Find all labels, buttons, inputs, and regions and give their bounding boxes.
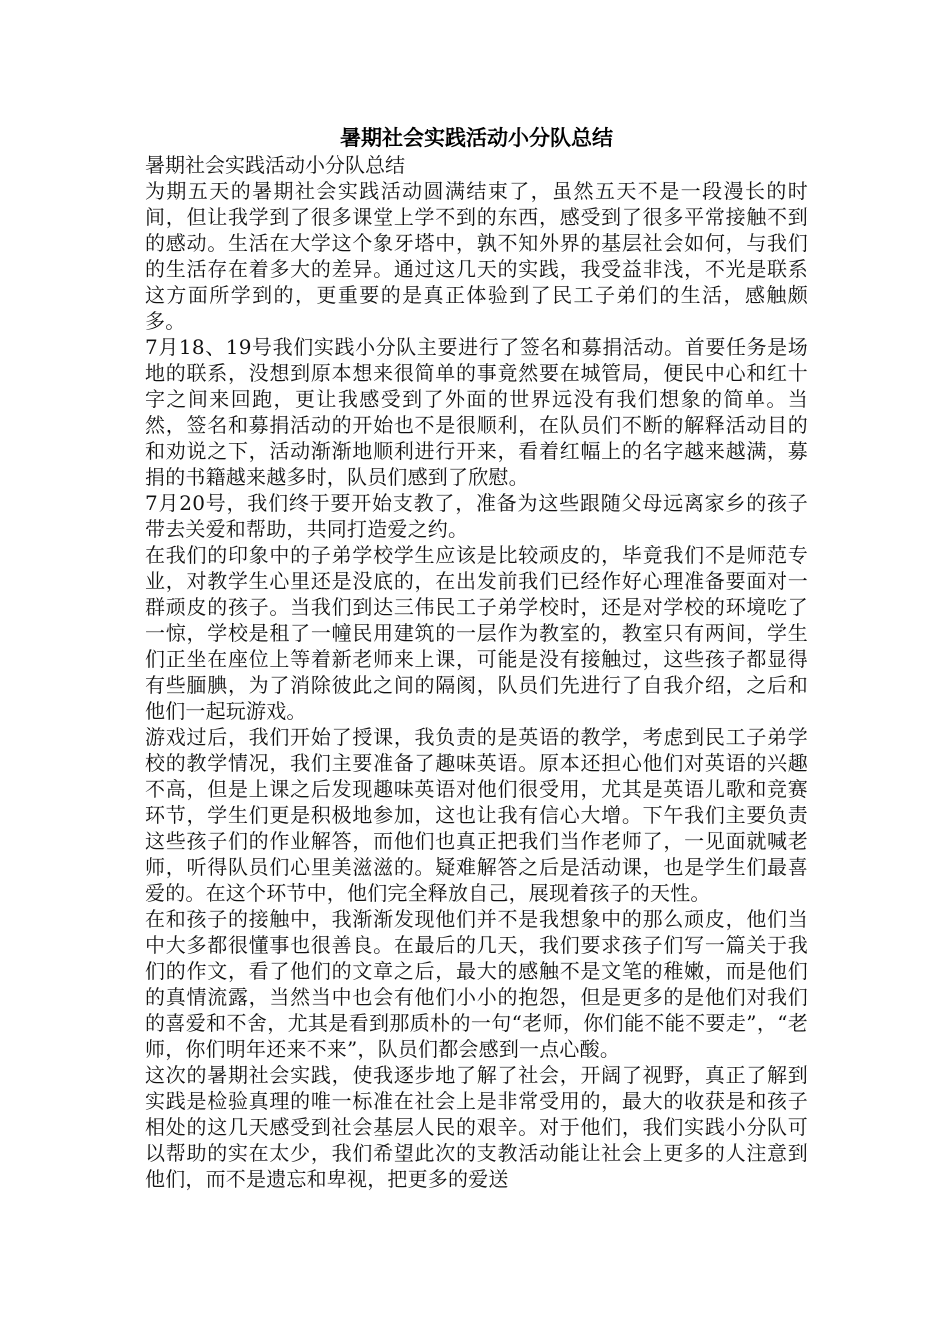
paragraph-conclusion: 这次的暑期社会实践，使我逐步地了解了社会，开阔了视野，真正了解到实践是检验真理的唯一标准在社会上是非常受用的，最大的收获是和孩子相处的这几天感受到社会基层人民的艰辛。对于他们，我们实践小分队可以帮助的实在太少，我们希望此次的支教活动能让社会上更多的人注意到他们，而不是遗忘和卑视，把更多的爱送 bbox=[145, 1063, 808, 1191]
document-body bbox=[145, 124, 808, 1192]
paragraph-first-impression: 在我们的印象中的子弟学校学生应该是比较顽皮的，毕竟我们不是师范专业，对教学生心里还是没底的，在出发前我们已经作好心理准备要面对一群顽皮的孩子。当我们到达三伟民工子弟学校时，还是对学校的环境吃了一惊，学校是租了一幢民用建筑的一层作为教室的，教室只有两间，学生们正坐在座位上等着新老师来上课，可能是没有接触过，这些孩子都显得有些腼腆，为了消除彼此之间的隔阂，队员们先进行了自我介绍，之后和他们一起玩游戏。 bbox=[145, 543, 808, 723]
paragraph-teaching-start: 7月20号，我们终于要开始支教了，准备为这些跟随父母远离家乡的孩子带去关爱和帮助，共同打造爱之约。 bbox=[145, 491, 808, 541]
paragraph-signature-donation: 7月18、19号我们实践小分队主要进行了签名和募捐活动。首要任务是场地的联系，没想到原本想来很简单的事竟然要在城管局，便民中心和红十字之间来回跑，更让我感受到了外面的世界远没有我们想象的简单。当然，签名和募捐活动的开始也不是很顺利，在队员们不断的解释活动目的和劝说之下，活动渐渐地顺利进行开来，看着红幅上的名字越来越满，募捐的书籍越来越多时，队员们感到了欣慰。 bbox=[145, 335, 808, 489]
paragraph-children: 在和孩子的接触中，我渐渐发现他们并不是我想象中的那么顽皮，他们当中大多都很懂事也很善良。在最后的几天，我们要求孩子们写一篇关于我们的作文，看了他们的文章之后，最大的感触不是文笔的稚嫩，而是他们的真情流露，当然当中也会有他们小小的抱怨，但是更多的是他们对我们的喜爱和不舍，尤其是看到那质朴的一句“老师，你们能不能不要走”，“老师，你们明年还来不来”，队员们都会感到一点心酸。 bbox=[145, 907, 808, 1061]
document-title: 暑期社会实践活动小分队总结 bbox=[340, 125, 613, 150]
paragraph-intro: 为期五天的暑期社会实践活动圆满结束了，虽然五天不是一段漫长的时间，但让我学到了很多课堂上学不到的东西，感受到了很多平常接触不到的感动。生活在大学这个象牙塔中，孰不知外界的基层社会如何，与我们的生活存在着多大的差异。通过这几天的实践，我受益非浅，不光是联系这方面所学到的，更重要的是真正体验到了民工子弟们的生活，感触颇多。 bbox=[145, 179, 808, 333]
document-subtitle: 暑期社会实践活动小分队总结 bbox=[145, 153, 405, 177]
paragraph-english-class: 游戏过后，我们开始了授课，我负责的是英语的教学，考虑到民工子弟学校的教学情况，我们主要准备了趣味英语。原本还担心他们对英语的兴趣不高，但是上课之后发现趣味英语对他们很受用，尤其是英语儿歌和竞赛环节，学生们更是积极地参加，这也让我有信心大增。下午我们主要负责这些孩子们的作业解答，而他们也真正把我们当作老师了，一见面就喊老师，听得队员们心里美滋滋的。疑难解答之后是活动课，也是学生们最喜爱的。在这个环节中，他们完全释放自己，展现着孩子的天性。 bbox=[145, 725, 808, 905]
